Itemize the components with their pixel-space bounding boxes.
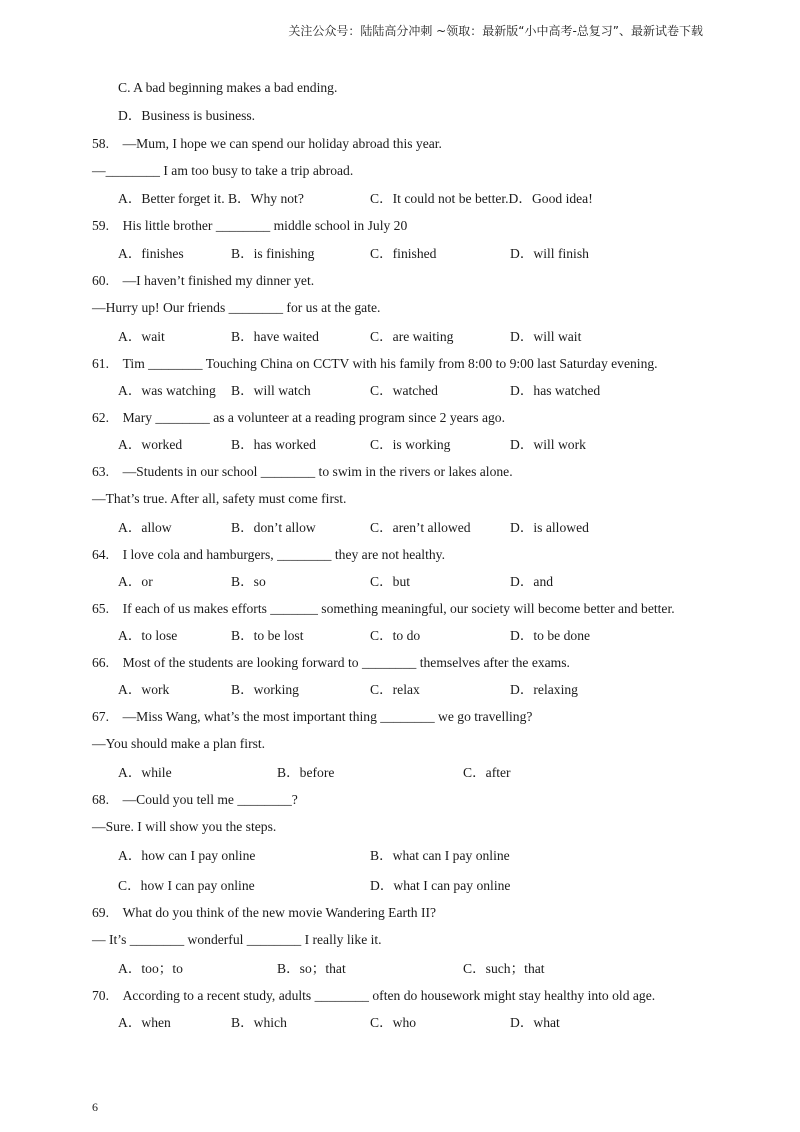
question-67-reply: —You should make a plan first. xyxy=(92,736,266,751)
question-63-reply: —That’s true. After all, safety must come first. xyxy=(92,491,347,506)
question-63-option-d: D．is allowed xyxy=(510,520,589,535)
question-64-option-d: D．and xyxy=(510,574,554,589)
question-67-option-a: A．while xyxy=(118,765,172,780)
question-63-option-a: A．allow xyxy=(118,520,172,535)
question-59-option-c: C．finished xyxy=(370,246,437,261)
question-69-option-a: A．too；to xyxy=(118,961,183,976)
question-62-option-a: A．worked xyxy=(118,437,183,452)
question-68-option-a: A．how can I pay online xyxy=(118,848,256,863)
question-68-stem: 68. —Could you tell me ________? xyxy=(92,792,298,807)
question-69-option-c: C．such；that xyxy=(463,961,545,976)
question-70-option-c: C．who xyxy=(370,1015,417,1030)
question-58-option-c: C．It could not be better.D．Good idea! xyxy=(370,191,593,206)
question-70-stem: 70. According to a recent study, adults ________ often do housework might stay healthy into old age. xyxy=(92,988,656,1003)
prev-option-c: C. A bad beginning makes a bad ending. xyxy=(118,80,338,95)
question-63-option-c: C．aren’t allowed xyxy=(370,520,471,535)
question-60-stem: 60. —I haven’t finished my dinner yet. xyxy=(92,273,315,288)
question-62-stem: 62. Mary ________ as a volunteer at a reading program since 2 years ago. xyxy=(92,410,505,425)
page-number: 6 xyxy=(92,1100,98,1114)
question-69-option-b: B．so；that xyxy=(277,961,346,976)
question-59-stem: 59. His little brother ________ middle school in July 20 xyxy=(92,218,408,233)
question-59-option-b: B．is finishing xyxy=(231,246,315,261)
question-70-option-d: D．what xyxy=(510,1015,560,1030)
page-header: 关注公众号：陆陆高分冲刺 ~领取：最新版“小中高考-总复习”、最新试卷下载 xyxy=(288,24,703,38)
question-62-option-b: B．has worked xyxy=(231,437,316,452)
question-59-option-a: A．finishes xyxy=(118,246,184,261)
question-64-option-b: B．so xyxy=(231,574,266,589)
question-62-option-d: D．will work xyxy=(510,437,586,452)
question-70-option-b: B．which xyxy=(231,1015,287,1030)
question-66-option-c: C．relax xyxy=(370,682,420,697)
question-61-option-a: A．was watching xyxy=(118,383,216,398)
question-65-option-b: B．to be lost xyxy=(231,628,304,643)
question-60-option-d: D．will wait xyxy=(510,329,582,344)
question-66-option-b: B．working xyxy=(231,682,299,697)
question-60-reply: —Hurry up! Our friends ________ for us at the gate. xyxy=(92,300,381,315)
prev-option-d: D．Business is business. xyxy=(118,108,256,123)
question-61-stem: 61. Tim ________ Touching China on CCTV with his family from 8:00 to 9:00 last Saturday evening. xyxy=(92,356,658,371)
question-60-option-a: A．wait xyxy=(118,329,165,344)
question-70-option-a: A．when xyxy=(118,1015,171,1030)
question-66-option-d: D．relaxing xyxy=(510,682,578,697)
question-63-stem: 63. —Students in our school ________ to swim in the rivers or lakes alone. xyxy=(92,464,513,479)
question-62-option-c: C．is working xyxy=(370,437,451,452)
question-64-option-a: A．or xyxy=(118,574,153,589)
question-67-stem: 67. —Miss Wang, what’s the most important thing ________ we go travelling? xyxy=(92,709,533,724)
question-69-stem: 69. What do you think of the new movie Wandering Earth II? xyxy=(92,905,437,920)
question-60-option-b: B．have waited xyxy=(231,329,319,344)
question-61-option-b: B．will watch xyxy=(231,383,311,398)
question-64-stem: 64. I love cola and hamburgers, ________ they are not healthy. xyxy=(92,547,445,562)
question-65-stem: 65. If each of us makes efforts _______ something meaningful, our society will become better and better. xyxy=(92,601,675,616)
question-65-option-a: A．to lose xyxy=(118,628,178,643)
question-59-option-d: D．will finish xyxy=(510,246,589,261)
question-58-stem: 58. —Mum, I hope we can spend our holiday abroad this year. xyxy=(92,136,442,151)
question-65-option-c: C．to do xyxy=(370,628,421,643)
question-65-option-d: D．to be done xyxy=(510,628,591,643)
question-60-option-c: C．are waiting xyxy=(370,329,454,344)
question-69-reply: — It’s ________ wonderful ________ I really like it. xyxy=(92,932,382,947)
question-68-reply: —Sure. I will show you the steps. xyxy=(92,819,277,834)
question-61-option-d: D．has watched xyxy=(510,383,601,398)
question-66-stem: 66. Most of the students are looking forward to ________ themselves after the exams. xyxy=(92,655,570,670)
question-67-option-c: C．after xyxy=(463,765,511,780)
question-63-option-b: B．don’t allow xyxy=(231,520,316,535)
question-66-option-a: A．work xyxy=(118,682,170,697)
question-58-option-a: A．Better forget it. B．Why not? xyxy=(118,191,304,206)
question-67-option-b: B．before xyxy=(277,765,335,780)
question-68-option-c: C．how I can pay online xyxy=(118,878,255,893)
question-58-reply: —________ I am too busy to take a trip abroad. xyxy=(92,163,354,178)
question-68-option-d: D．what I can pay online xyxy=(370,878,511,893)
question-68-option-b: B．what can I pay online xyxy=(370,848,510,863)
question-61-option-c: C．watched xyxy=(370,383,438,398)
question-64-option-c: C．but xyxy=(370,574,411,589)
